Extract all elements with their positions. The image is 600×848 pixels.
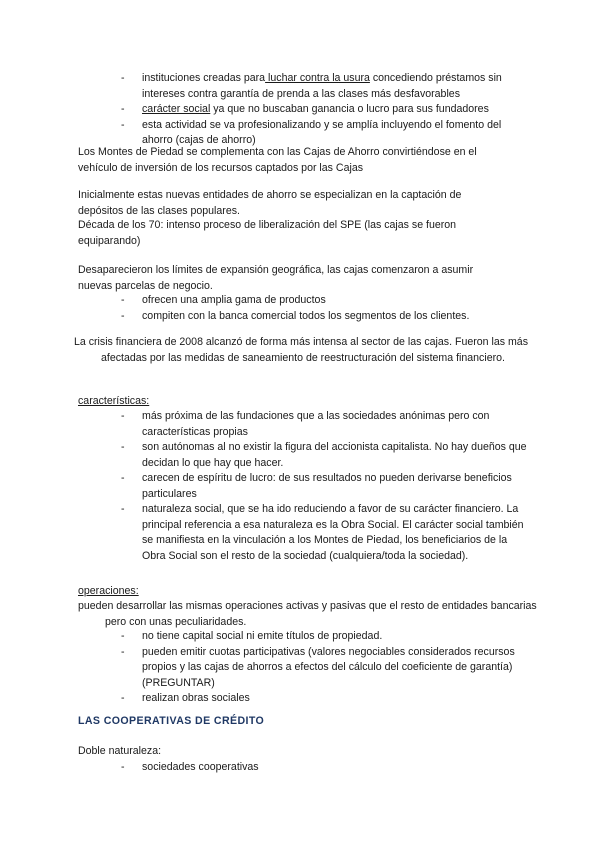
underlined-text: luchar contra la usura xyxy=(265,72,370,84)
section-heading-cooperativas: LAS COOPERATIVAS DE CRÉDITO xyxy=(78,715,265,727)
list-item: - carecen de espíritu de lucro: de sus resultados no pueden derivarse beneficios particulares xyxy=(121,471,531,502)
paragraph-inicial: Inicialmente estas nuevas entidades de ahorro se especializan en la captación de depósitos de las clases populares. xyxy=(78,189,462,217)
list-item-text: instituciones creadas para xyxy=(142,72,266,84)
list-item: - pueden emitir cuotas participativas (valores negociables considerados recursos propios y las cajas de ahorros a efectos del cálculo del coeficiente de garantía) (PREGUNTAR) xyxy=(121,645,531,692)
paragraph-decada: Década de los 70: intenso proceso de liberalización del SPE (las cajas se fueron equiparando) xyxy=(78,219,457,247)
list-item: - sociedades cooperativas xyxy=(121,760,531,776)
paragraph-operaciones: pueden desarrollar las mismas operaciones activas y pasivas que el resto de entidades bancarias pero con unas peculiaridades. xyxy=(78,600,537,628)
list-item: - compiten con la banca comercial todos los segmentos de los clientes. xyxy=(121,309,531,325)
negocio-list xyxy=(121,293,531,324)
paragraph-desaparecieron: Desaparecieron los límites de expansión geográfica, las cajas comenzaron a asumir nuevas parcelas de negocio. xyxy=(78,264,474,292)
paragraph-crisis: La crisis financiera de 2008 alcanzó de forma más intensa al sector de las cajas. Fueron las más afectadas por las medidas de saneamiento de reestructuración del sistema financiero. xyxy=(74,336,528,364)
underlined-text: carácter social xyxy=(142,103,211,115)
list-item: - más próxima de las fundaciones que a las sociedades anónimas pero con características propias xyxy=(121,409,531,440)
list-item: - naturaleza social, que se ha ido reduciendo a favor de su carácter financiero. La principal referencia a esa naturaleza es la Obra Social. El carácter social también se manifiesta en la vinculación a los Montes de Piedad, los beneficiarios de la Obra Social son el resto de la sociedad (cualquiera/toda la sociedad). xyxy=(121,502,531,564)
list-item: - son autónomas al no existir la figura del accionista capitalista. No hay dueños que decidan lo que hay que hacer. xyxy=(121,440,531,471)
paragraph-montes: Los Montes de Piedad se complementa con las Cajas de Ahorro convirtiéndose en el vehículo de inversión de los recursos captados por las Cajas xyxy=(78,146,477,174)
caracteristicas-heading: características: xyxy=(78,395,150,407)
caracteristicas-list xyxy=(121,409,531,564)
origins-list xyxy=(121,71,531,149)
cooperativas-intro: Doble naturaleza: xyxy=(78,745,162,757)
list-item xyxy=(121,102,531,118)
operaciones-list xyxy=(121,629,531,707)
list-item-text: ya que no buscaban ganancia o lucro para sus fundadores xyxy=(210,103,489,115)
operaciones-heading: operaciones: xyxy=(78,585,139,597)
cooperativas-list xyxy=(121,760,531,776)
list-item: - ofrecen una amplia gama de productos xyxy=(121,293,531,309)
list-item-text: concediendo préstamos sin intereses contra garantía de prenda a las clases más desfavorables xyxy=(142,72,502,100)
list-item: - realizan obras sociales xyxy=(121,691,531,707)
list-item: - no tiene capital social ni emite títulos de propiedad. xyxy=(121,629,531,645)
list-item: - esta actividad se va profesionalizando y se amplía incluyendo el fomento del ahorro (cajas de ahorro) xyxy=(121,118,531,149)
list-item xyxy=(121,71,531,102)
